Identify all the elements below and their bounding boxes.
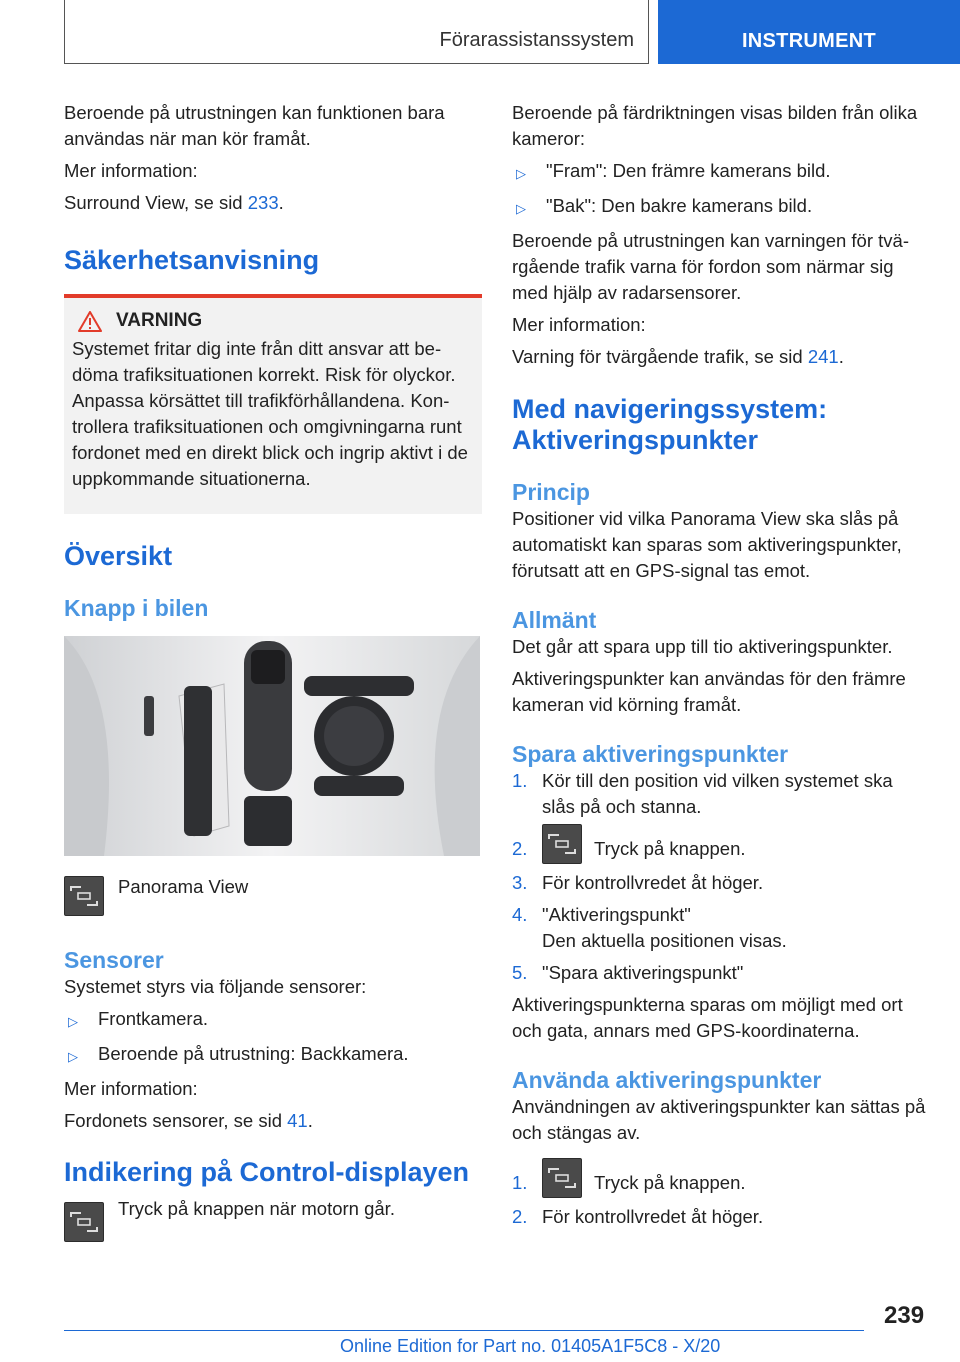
cross-reference [64, 190, 482, 216]
more-info-label: Mer information: [64, 1078, 198, 1099]
save-result-text: Aktiveringspunkterna sparas om möjligt med ort och gata, annars med GPS-koordinaterna. [512, 994, 903, 1041]
list-item [512, 768, 930, 820]
more-info-label: Mer information: [64, 160, 198, 181]
use-heading: Använda aktiveringspunkter [512, 1067, 822, 1093]
sensors-intro: Systemet styrs via följande sensorer: [64, 976, 367, 997]
nav-heading: Med navigeringssystem: Aktiveringspunkter [512, 394, 828, 455]
step-number: 2. [512, 1206, 528, 1227]
step-subtext: Den aktuella positionen visas. [542, 930, 787, 951]
panorama-view-button-icon [64, 1202, 104, 1242]
cross-reference-text: Fordonets sensorer, se sid [64, 1110, 288, 1131]
cross-reference [512, 344, 930, 370]
warning-box [64, 294, 482, 514]
right-column [512, 100, 930, 1236]
warning-title-row [72, 310, 474, 332]
list-item [512, 1204, 930, 1230]
step-text: Kör till den position vid vilken systemet ska slås på och stanna. [542, 770, 893, 817]
step-number: 4. [512, 904, 528, 925]
list-item-text: Beroende på utrustning: Backkamera. [98, 1043, 409, 1064]
list-item-text: "Bak": Den bakre kamerans bild. [546, 195, 813, 216]
display-instruction: Tryck på knappen när motorn går. [118, 1198, 395, 1219]
footer-edition: Online Edition for Part no. 01405A1F5C8 - X/20 [340, 1336, 721, 1356]
list-item-text: "Fram": Den främre kamerans bild. [546, 160, 831, 181]
step-number: 3. [512, 872, 528, 893]
period: . [307, 1110, 313, 1131]
sensors-heading: Sensorer [64, 947, 164, 973]
step-text: För kontrollvredet åt höger. [542, 872, 764, 893]
cross-reference [64, 1108, 482, 1134]
step-text: För kontrollvredet åt höger. [542, 1206, 764, 1227]
step-text: Tryck på knappen. [594, 1172, 746, 1193]
step-number: 5. [512, 962, 528, 983]
step-number: 2. [512, 838, 528, 859]
step-number: 1. [512, 770, 528, 791]
principle-text: Positioner vid vilka Panorama View ska slås på automatiskt kan sparas som aktiveringspunkter, förutsatt att en GPS-signal tas emot. [512, 508, 902, 581]
cross-reference-text: Varning för tvärgående trafik, se sid [512, 346, 808, 367]
page-link[interactable]: 41 [287, 1110, 308, 1131]
button-heading: Knapp i bilen [64, 595, 209, 621]
page-link[interactable]: 233 [247, 192, 279, 213]
list-item [512, 193, 930, 222]
list-item [64, 1006, 482, 1035]
panorama-view-label: Panorama View [118, 876, 249, 897]
page-link[interactable]: 241 [807, 346, 839, 367]
console-photo [64, 636, 480, 856]
intro-paragraph: Beroende på utrustningen kan funktionen bara användas när man kör framåt. [64, 102, 445, 149]
list-item [512, 824, 930, 864]
general-heading: Allmänt [512, 607, 597, 633]
list-item-text: Frontkamera. [98, 1008, 209, 1029]
console-illustration-icon [64, 636, 480, 856]
step-text: "Aktiveringspunkt" [542, 904, 691, 925]
panorama-view-button-icon [542, 1158, 582, 1198]
triangle-bullet-icon: ▷ [516, 201, 526, 216]
use-text: Användningen av aktiveringspunkter kan sättas på och stängas av. [512, 1096, 926, 1143]
step-number: 1. [512, 1172, 528, 1193]
panorama-view-button-icon [64, 876, 104, 916]
triangle-bullet-icon: ▷ [68, 1014, 78, 1029]
warning-title: VARNING [116, 310, 203, 331]
general-text: Det går att spara upp till tio aktiveringspunkter. [512, 636, 893, 657]
panorama-view-button-icon [542, 824, 582, 864]
page-number: 239 [884, 1302, 925, 1329]
step-text: "Spara aktiveringspunkt" [542, 962, 744, 983]
footer-divider [64, 1330, 864, 1331]
list-item [512, 158, 930, 187]
principle-heading: Princip [512, 479, 590, 505]
period: . [278, 192, 284, 213]
panorama-view-row [64, 876, 482, 916]
safety-heading: Säkerhetsanvisning [64, 245, 320, 275]
header-chapter-title: INSTRUMENT [741, 29, 877, 52]
save-heading: Spara aktiveringspunkter [512, 741, 789, 767]
triangle-bullet-icon: ▷ [516, 166, 526, 181]
header-section-tab [64, 0, 649, 64]
header-chapter-tab [658, 0, 960, 64]
cross-traffic-paragraph: Beroende på utrustningen kan varningen för tvärgående trafik varna för fordon som närmar sig med hjälp av radarsensorer. [512, 230, 909, 303]
list-item [512, 960, 930, 986]
overview-heading: Översikt [64, 541, 173, 571]
list-item [64, 1041, 482, 1070]
list-item [512, 902, 930, 928]
more-info-label: Mer information: [512, 314, 646, 335]
general-text: Aktiveringspunkter kan användas för den främre kameran vid körning framåt. [512, 668, 906, 715]
cross-reference-text: Surround View, se sid [64, 192, 248, 213]
display-heading: Indikering på Control-displayen [64, 1157, 470, 1187]
list-item [512, 1158, 930, 1198]
camera-intro: Beroende på färdriktningen visas bilden från olika kameror: [512, 102, 918, 149]
warning-triangle-icon [78, 311, 102, 332]
display-instruction-row [64, 1196, 482, 1242]
header-section-title: Förarassistanssystem [439, 29, 634, 51]
warning-text: Systemet fritar dig inte från ditt ansvar att bedöma trafiksituationen korrekt. Risk för olyckor. Anpassa körsättet till trafikförhållandena. Kontrollera trafiksituationen och omgivningarna runt fordonet med en direkt blick och ingrip aktivt i de uppkommande situationerna. [72, 338, 468, 489]
left-column [64, 100, 482, 1242]
list-item [512, 870, 930, 896]
step-text: Tryck på knappen. [594, 838, 746, 859]
triangle-bullet-icon: ▷ [68, 1049, 78, 1064]
period: . [838, 346, 844, 367]
